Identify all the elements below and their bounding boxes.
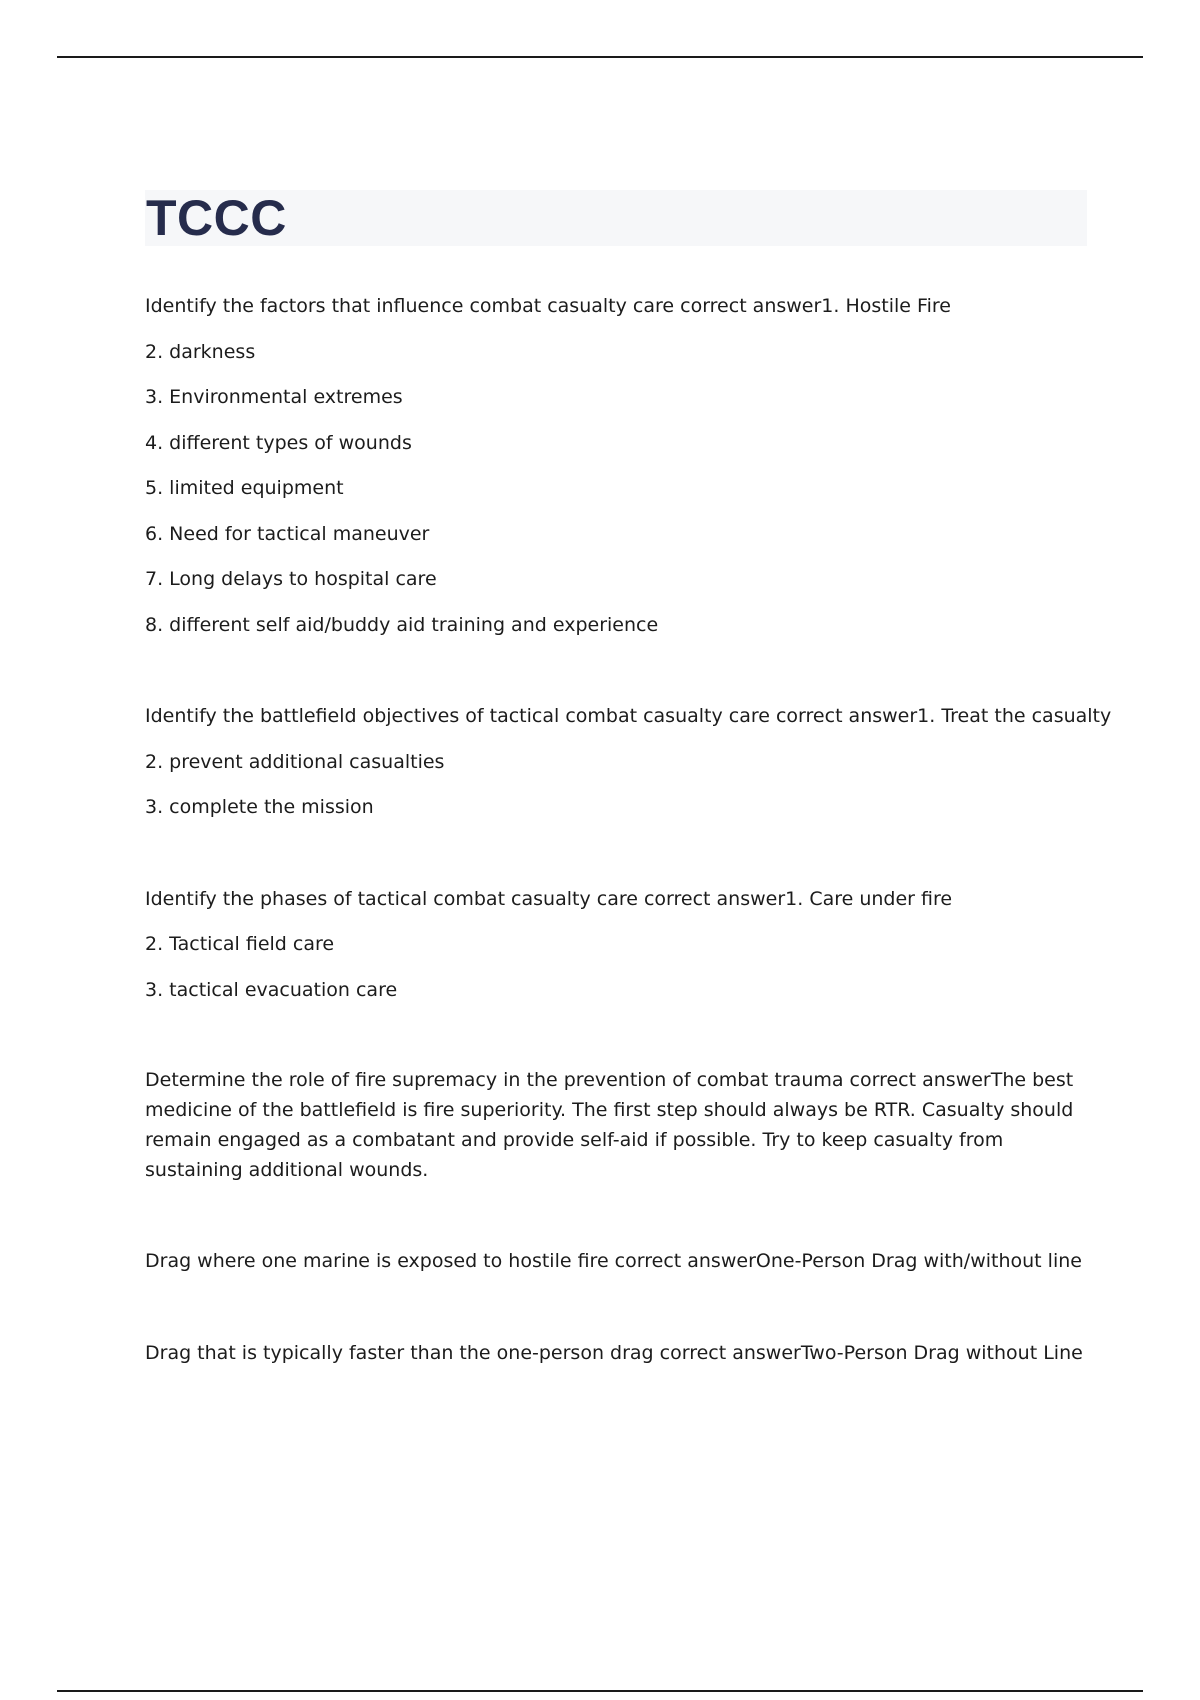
document-title: TCCC <box>146 190 287 246</box>
footer-rule <box>57 1690 1143 1692</box>
question-line: Drag that is typically faster than the one-person drag correct answerTwo-Person Drag without Line <box>145 1341 1083 1364</box>
question-line: Identify the battlefield objectives of tactical combat casualty care correct answer1. Treat the casualty <box>145 705 1112 727</box>
answer-item: 2. Tactical field care <box>145 933 335 955</box>
question-line: Identify the factors that influence combat casualty care correct answer1. Hostile Fire <box>145 295 951 317</box>
qa-block-combat-factors <box>145 290 1075 654</box>
answer-item: 2. darkness <box>145 340 256 363</box>
question-line: Drag where one marine is exposed to hostile fire correct answerOne-Person Drag with/without line <box>145 1250 1082 1272</box>
question-paragraph: Determine the role of fire supremacy in the prevention of combat trauma correct answerThe best medicine of the battlefield is fire superiority. The first step should always be RTR. Casualty should remain engaged as a combatant and provide self-aid if possible. Try to keep casualty from sustaining additional wounds. <box>145 1069 1074 1181</box>
answer-item: 4. different types of wounds <box>145 431 412 454</box>
qa-block-two-person-drag <box>145 1337 1083 1383</box>
answer-item: 7. Long delays to hospital care <box>145 568 437 590</box>
answer-item: 3. Environmental extremes <box>145 386 403 408</box>
qa-block-one-person-drag <box>145 1245 1082 1291</box>
answer-item: 2. prevent additional casualties <box>145 750 445 773</box>
answer-item: 3. complete the mission <box>145 796 374 818</box>
answer-item: 5. limited equipment <box>145 477 344 499</box>
qa-block-fire-supremacy <box>145 1065 1075 1185</box>
question-line: Identify the phases of tactical combat casualty care correct answer1. Care under fire <box>145 887 953 910</box>
answer-item: 8. different self aid/buddy aid training and experience <box>145 613 659 636</box>
answer-item: 6. Need for tactical maneuver <box>145 522 430 545</box>
qa-block-battlefield-objectives <box>145 700 1112 837</box>
answer-item: 3. tactical evacuation care <box>145 978 398 1001</box>
header-rule <box>57 56 1143 58</box>
qa-block-tccc-phases <box>145 883 1075 1020</box>
document-body <box>145 290 1112 1428</box>
